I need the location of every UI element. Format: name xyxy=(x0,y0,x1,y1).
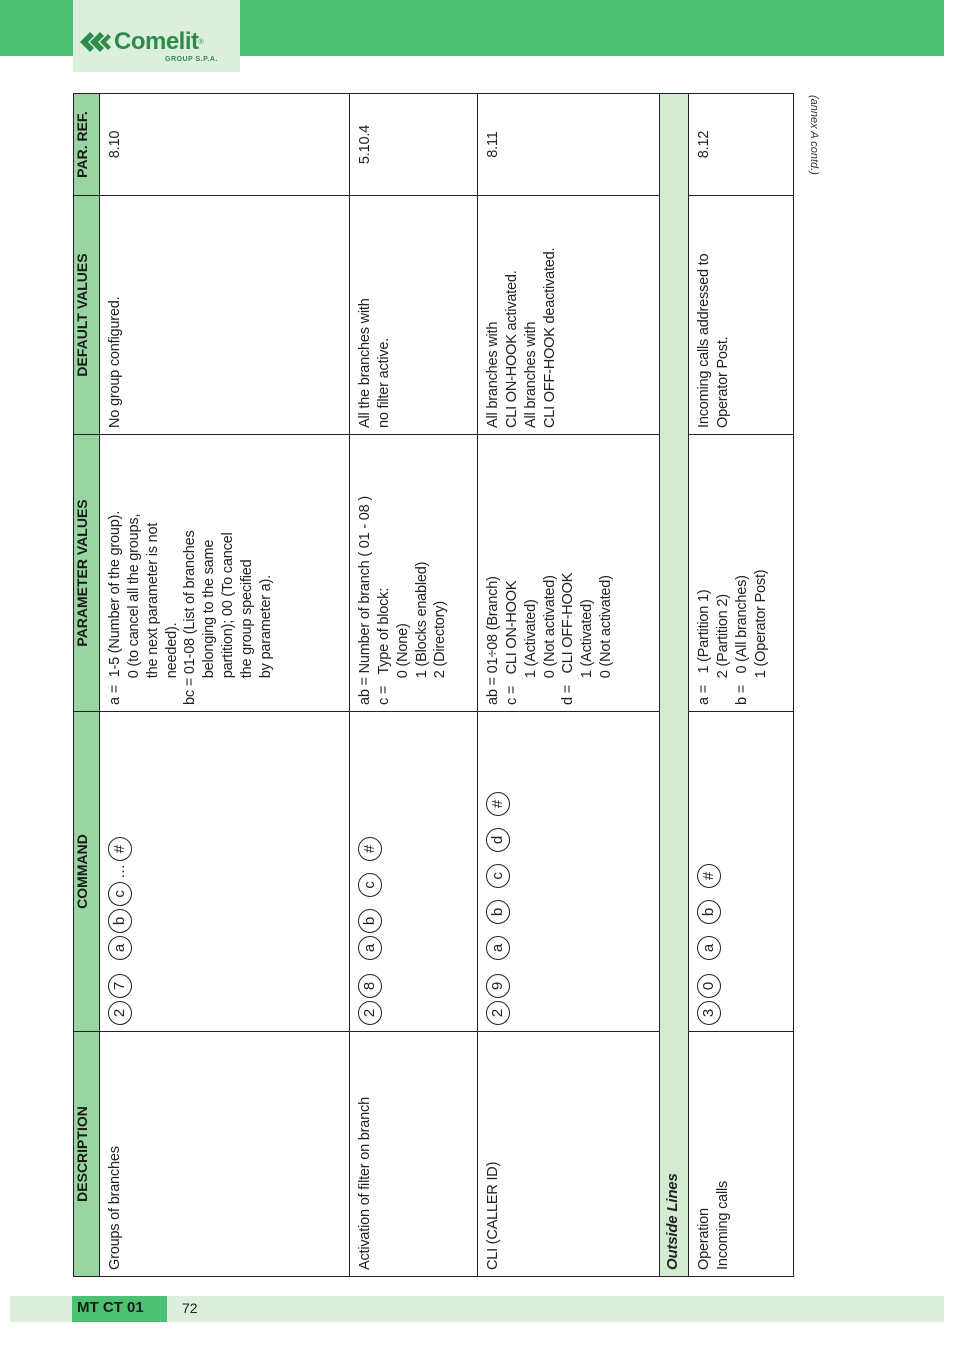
description-cell: CLI (CALLER ID) xyxy=(478,1032,660,1277)
parameter-line: 1 (Blocks enabled) xyxy=(413,561,430,705)
default-line: No group configured. xyxy=(107,296,123,428)
command-cell xyxy=(478,712,660,1032)
column-header: PAR. REF. xyxy=(74,94,100,196)
description-cell: Activation of filter on branch xyxy=(350,1032,478,1277)
section-row xyxy=(660,94,689,1277)
comelit-logo-mark-icon xyxy=(78,30,112,54)
key-button: # xyxy=(108,837,132,861)
key-button: 2 xyxy=(108,1001,132,1025)
key-button: b xyxy=(697,900,721,924)
parameter-line: 2 (Partition 2) xyxy=(714,594,731,705)
parameter-line: 0 (Not activated) xyxy=(598,575,615,705)
key-button: 7 xyxy=(108,974,132,998)
command-keys xyxy=(484,718,510,1025)
parameter-cell xyxy=(478,435,660,712)
par-ref-cell: 8.12 xyxy=(689,94,794,196)
parameter-line: the group specified xyxy=(238,559,255,705)
key-button: 2 xyxy=(358,1001,382,1025)
parameter-line: c = Type of block: xyxy=(375,587,392,705)
parameter-line: 0 (Not activated) xyxy=(541,575,558,705)
default-line: CLI OFF-HOOK deactivated. xyxy=(541,247,558,428)
logo-subtitle: GROUP S.P.A. xyxy=(165,56,218,63)
logo-text: Comelit xyxy=(114,28,199,55)
key-button: b xyxy=(358,909,382,933)
default-line: All branches with xyxy=(522,321,539,428)
key-button: # xyxy=(486,792,510,816)
default-cell xyxy=(350,196,478,435)
column-header: PARAMETER VALUES xyxy=(74,435,100,712)
command-keys xyxy=(106,718,132,1025)
par-ref-cell: 8.11 xyxy=(478,94,660,196)
par-ref-cell: 8.10 xyxy=(100,94,350,196)
parameter-line: partition); 00 (To cancel xyxy=(220,532,237,705)
table-header-row xyxy=(74,94,100,1277)
key-button: # xyxy=(358,837,382,861)
key-button: a xyxy=(108,936,132,960)
parameter-line: ab = Number of branch ( 01 - 08 ) xyxy=(357,496,373,705)
default-cell xyxy=(689,196,794,435)
parameter-line: a = 1 (Partition 1) xyxy=(696,589,712,705)
parameter-cell xyxy=(689,435,794,712)
parameter-line: b = 0 (All branches) xyxy=(733,575,750,705)
default-line: CLI ON-HOOK activated. xyxy=(503,270,520,428)
parameter-line: ab = 01÷08 (Branch) xyxy=(485,576,501,705)
key-button: # xyxy=(697,864,721,888)
key-button: b xyxy=(486,900,510,924)
parameter-line: bc = 01-08 (List of branches xyxy=(182,530,199,705)
page-number: 72 xyxy=(182,1300,198,1316)
description-line: Incoming calls xyxy=(714,1180,731,1270)
key-button: a xyxy=(486,936,510,960)
column-header: COMMAND xyxy=(74,712,100,1032)
parameter-line: belonging to the same xyxy=(201,539,218,705)
parameter-cell xyxy=(350,435,478,712)
parameter-line: a = 1-5 (Number of the group). xyxy=(107,510,123,705)
key-button: d xyxy=(486,828,510,852)
description-cell xyxy=(689,1032,794,1277)
key-button: c xyxy=(486,864,510,888)
parameter-line: 0 (None) xyxy=(394,623,411,705)
column-header: DEFAULT VALUES xyxy=(74,196,100,435)
key-button: 9 xyxy=(486,974,510,998)
key-button: a xyxy=(358,936,382,960)
parameter-cell xyxy=(100,435,350,712)
table-row xyxy=(350,94,478,1277)
parameter-table-rotated xyxy=(73,94,795,1277)
table-row xyxy=(100,94,350,1277)
footer-doc-code: MT CT 01 xyxy=(77,1299,144,1316)
par-ref-cell: 5.10.4 xyxy=(350,94,478,196)
command-keys xyxy=(356,718,382,1025)
key-button: b xyxy=(108,909,132,933)
parameter-line: by parameter a). xyxy=(257,575,274,705)
default-line: All branches with xyxy=(485,321,501,428)
column-header: DESCRIPTION xyxy=(74,1032,100,1277)
parameter-line: needed). xyxy=(163,622,180,705)
key-button: a xyxy=(697,936,721,960)
registered-mark: ® xyxy=(198,38,204,46)
command-cell xyxy=(350,712,478,1032)
key-button: 3 xyxy=(697,1001,721,1025)
default-cell xyxy=(478,196,660,435)
parameter-line: 1 (Operator Post) xyxy=(752,569,769,705)
section-title: Outside Lines xyxy=(660,94,689,1277)
annex-note: (annex A contd.) xyxy=(808,95,820,175)
default-line: no filter active. xyxy=(375,337,392,428)
table-row xyxy=(478,94,660,1277)
ellipsis: … xyxy=(111,864,129,879)
parameter-line: 2 (Directory) xyxy=(432,601,449,705)
parameter-line: the next parameter is not xyxy=(144,522,161,705)
parameter-line: 0 (to cancel all the groups, xyxy=(125,513,142,705)
key-button: 8 xyxy=(358,974,382,998)
key-button: 0 xyxy=(697,974,721,998)
description-line: Operation xyxy=(696,1208,712,1270)
parameter-line: d = CLI OFF-HOOK xyxy=(560,572,577,705)
command-cell xyxy=(689,712,794,1032)
default-line: Incoming calls addressed to xyxy=(696,253,712,428)
parameter-line: 1 (Activated) xyxy=(522,599,539,705)
description-cell: Groups of branches xyxy=(100,1032,350,1277)
key-button: 2 xyxy=(486,1001,510,1025)
table-row xyxy=(689,94,794,1277)
command-cell xyxy=(100,712,350,1032)
comelit-logo xyxy=(78,28,204,56)
default-cell xyxy=(100,196,350,435)
parameter-table xyxy=(73,93,794,1277)
parameter-line: 1 (Activated) xyxy=(579,599,596,705)
default-line: Operator Post. xyxy=(714,336,731,428)
key-button: c xyxy=(108,882,132,906)
command-keys xyxy=(695,718,721,1025)
default-line: All the branches with xyxy=(357,298,373,428)
key-button: c xyxy=(358,873,382,897)
parameter-line: c = CLI ON-HOOK xyxy=(503,580,520,705)
